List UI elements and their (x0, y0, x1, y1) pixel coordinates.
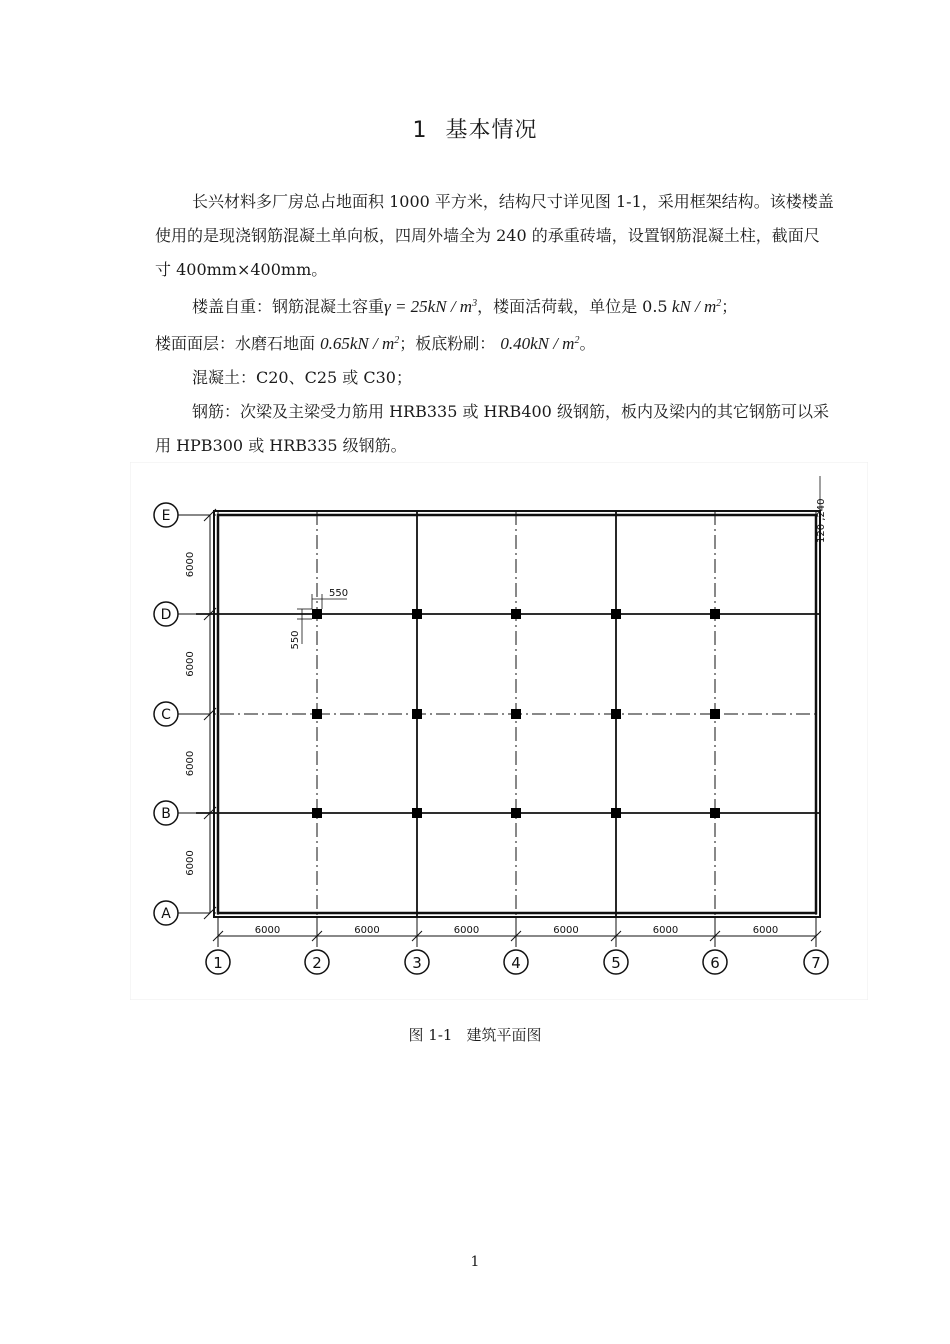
page-number: 1 (470, 1254, 480, 1270)
plaster-text: ；板底粉刷： (399, 334, 501, 353)
figure-title: 建筑平面图 (466, 1026, 542, 1044)
density-formula: $\gamma = 25kN / m^3$ (384, 297, 478, 316)
col-axis-label-6: 6 (710, 954, 720, 972)
body-text (155, 185, 835, 463)
col-axis-label-4: 4 (511, 954, 521, 972)
column-C6 (710, 709, 720, 719)
col-spacing-label: 6000 (652, 925, 679, 936)
floor-plan-figure (130, 462, 868, 1000)
plaster-load: $0.40kN / m^2$ (500, 334, 580, 353)
live-load-text: ，楼面活荷载，单位是 0.5 (477, 297, 668, 316)
wall-dim-label: 120 ,240 (816, 498, 827, 543)
col-axis-label-2: 2 (312, 954, 322, 972)
paragraph-self-weight: 楼盖自重：钢筋混凝土容重$\gamma = 25kN / m^3$，楼面活荷载，单位是 0.5 kN / $m^2$； (192, 297, 738, 316)
column-D4 (511, 609, 521, 619)
paragraph-rebar: 钢筋：次梁及主梁受力筋用 HRB335 或 HRB400 级钢筋，板内及梁内的其它钢筋可以采用 HPB300 或 HRB335 级钢筋。 (155, 402, 829, 455)
figure-number: 图 1-1 (408, 1026, 453, 1044)
col-spacing-label: 6000 (254, 925, 281, 936)
row-axis-label-A: A (161, 906, 171, 922)
col-axis-label-7: 7 (811, 954, 821, 972)
paragraph-overview: 长兴材料多厂房总占地面积 1000 平方米，结构尺寸详见图 1-1，采用框架结构。该楼楼盖使用的是现浇钢筋混凝土单向板，四周外墙全为 240 的承重砖墙，设置钢筋混凝土柱，截面尺寸 400mm×400mm。 (155, 192, 834, 279)
column-B5 (611, 808, 621, 818)
column-B2 (312, 808, 322, 818)
column-B4 (511, 808, 521, 818)
section-title: 基本情况 (445, 118, 538, 143)
row-axis-label-C: C (161, 707, 171, 723)
self-weight-text: 楼盖自重：钢筋混凝土容重 (192, 297, 385, 316)
column-B3 (412, 808, 422, 818)
row-spacing-label: 6000 (185, 551, 196, 578)
paragraph-finishes: 楼面面层：水磨石地面 $0.65kN / m^2$；板底粉刷： $0.40kN / m^2$。 (155, 334, 596, 353)
live-load-unit: kN / $m^2$ (667, 297, 722, 316)
column-D2 (312, 609, 322, 619)
column-dim-v-label: 550 (290, 630, 301, 650)
figure-frame (130, 462, 868, 1000)
col-spacing-label: 6000 (553, 925, 579, 936)
column-C3 (412, 709, 422, 719)
section-heading (0, 113, 950, 144)
col-axis-label-1: 1 (213, 954, 223, 972)
row-spacing-label: 6000 (185, 850, 196, 876)
figure-caption (0, 1024, 950, 1045)
row-axis-label-E: E (161, 508, 171, 524)
floor-finish-text: 楼面面层：水磨石地面 (155, 334, 321, 353)
col-axis-label-5: 5 (611, 954, 621, 972)
column-D3 (412, 609, 422, 619)
column-B6 (710, 808, 720, 818)
column-D6 (710, 609, 720, 619)
column-dim-h-label: 550 (329, 588, 349, 599)
row-axis-label-B: B (161, 806, 171, 822)
floor-finish-load: $0.65kN / m^2$ (320, 334, 400, 353)
col-spacing-label: 6000 (453, 925, 480, 936)
col-spacing-label: 6000 (354, 925, 380, 936)
column-D5 (611, 609, 621, 619)
column-C2 (312, 709, 322, 719)
floor-plan-drawing (130, 462, 868, 1000)
section-number: 1 (412, 118, 428, 143)
row-spacing-label: 6000 (185, 651, 196, 677)
col-spacing-label: 6000 (752, 925, 779, 936)
row-axis-label-D: D (160, 607, 172, 623)
paragraph-concrete: 混凝土：C20、C25 或 C30； (192, 368, 412, 387)
column-C5 (611, 709, 621, 719)
col-axis-label-3: 3 (412, 954, 422, 972)
column-C4 (511, 709, 521, 719)
row-spacing-label: 6000 (185, 750, 196, 777)
